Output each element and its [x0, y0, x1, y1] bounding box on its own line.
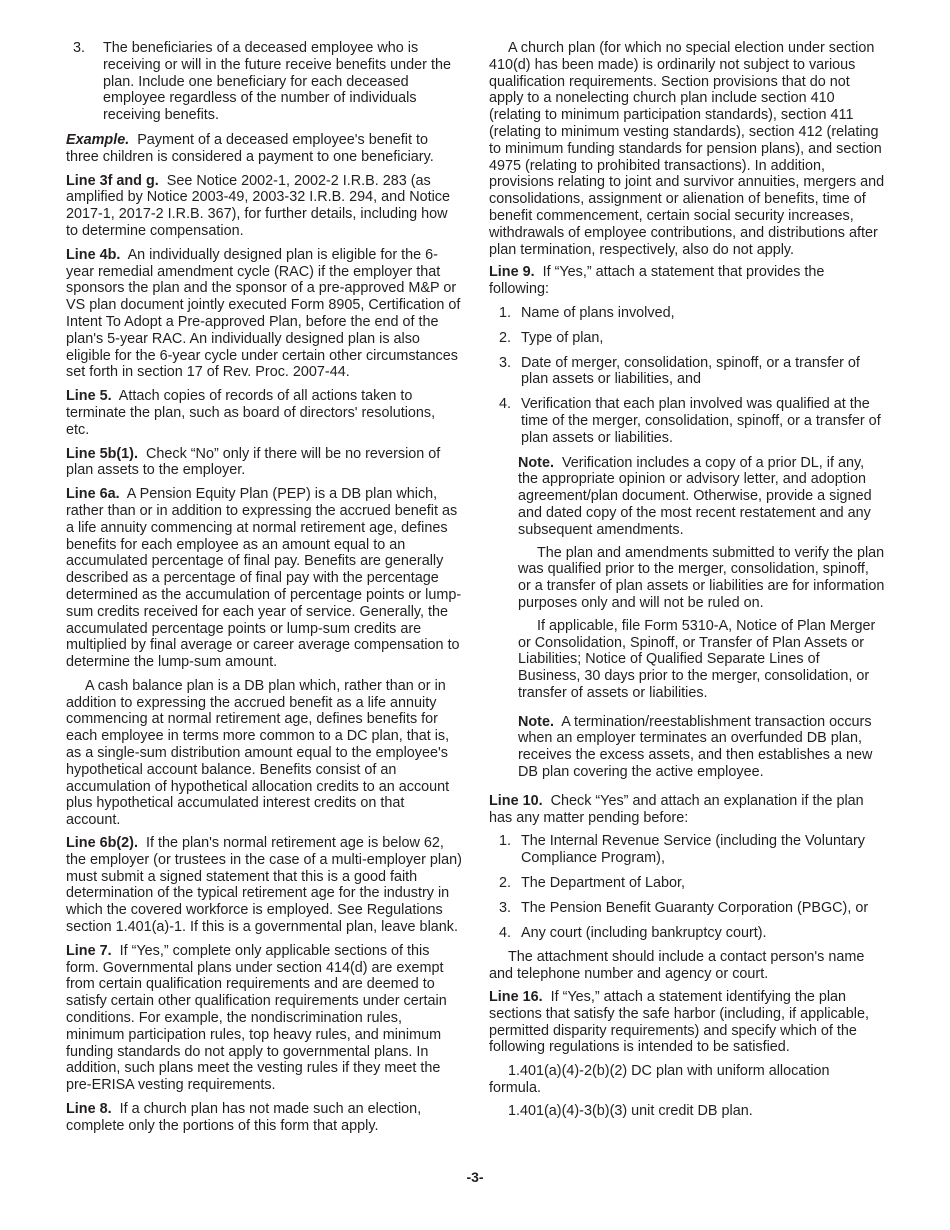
line16-text: If “Yes,” attach a statement identifying the plan sections that satisfy the safe harbor (including, if applicable, permitted disparity requirements) and specify which of the following regulations is intended to be satisfied.	[489, 989, 869, 1056]
line10-text: Check “Yes” and attach an explanation if the plan has any matter pending before:	[489, 792, 864, 826]
line3f-text: See Notice 2002-1, 2002-2 I.R.B. 283 (as amplified by Notice 2003-49, 2003-32 I.R.B. 294, and Notice 2017-1, 2017-2 I.R.B. 367), for further details, including how to determine compensation.	[66, 172, 450, 239]
item-number: 4.	[499, 396, 512, 413]
line8-text: If a church plan has not made such an election, complete only the portions of this form that apply.	[66, 1101, 422, 1134]
note-paragraph-4	[518, 714, 885, 781]
note-paragraph-2: The plan and amendments submitted to verify the plan was qualified prior to the merger, consolidation, spinoff, or a transfer of plan assets or liabilities are for information purposes only and will not be ruled on.	[518, 544, 885, 611]
line5-label: Line 5.	[66, 388, 112, 405]
list-item	[489, 305, 885, 322]
line3f-paragraph	[66, 173, 462, 240]
list-item	[489, 900, 885, 917]
note-text: Verification includes a copy of a prior DL, if any, the appropriate opinion or advisory letter, and adoption agreement/plan document. Otherwise, provide a signed and dated copy of the most recent restatement and any subsequent amendments.	[518, 454, 872, 538]
line5b1-paragraph	[66, 446, 462, 480]
line4b-text: An individually designed plan is eligible for the 6-year remedial amendment cycle (RAC) if the employer that sponsors the plan and the sponsor of a pre-approved M&P or VS plan document jointly executed Form 8905, Certification of Intent To Adopt a Pre-approved Plan, before the end of the plan's 5-year RAC. An individually designed plan is also eligible for the 6-year cycle under certain other circumstances set forth in section 17 of Rev. Proc. 2007-44.	[66, 246, 461, 381]
line16-paragraph	[489, 989, 885, 1056]
line7-label: Line 7.	[66, 942, 112, 959]
list-item	[489, 396, 885, 446]
item-number: 1.	[499, 833, 512, 850]
item-text: The Department of Labor,	[521, 875, 685, 892]
line8-paragraph	[66, 1101, 462, 1135]
line9-paragraph	[489, 264, 885, 298]
line6b2-label: Line 6b(2).	[66, 835, 138, 852]
line6a-paragraph	[66, 486, 462, 671]
example-label: Example.	[66, 131, 130, 148]
line7-paragraph	[66, 943, 462, 1094]
line5b1-label: Line 5b(1).	[66, 445, 138, 462]
line5-text: Attach copies of records of all actions taken to terminate the plan, such as board of directors' resolutions, etc.	[66, 388, 436, 438]
item-number: 3.	[499, 899, 512, 916]
item-text: Any court (including bankruptcy court).	[521, 924, 767, 941]
item-number: 1.	[499, 304, 512, 321]
item-text: Verification that each plan involved was qualified at the time of the merger, consolidation, spinoff, or a transfer of plan assets or liabilities.	[521, 396, 881, 446]
item-text: The Internal Revenue Service (including the Voluntary Compliance Program),	[521, 833, 865, 867]
note-label: Note.	[518, 454, 554, 471]
line10-paragraph	[489, 793, 885, 827]
line9-label: Line 9.	[489, 264, 535, 281]
item-number: 3.	[499, 354, 512, 371]
left-column	[66, 40, 462, 1142]
note-label: Note.	[518, 713, 554, 730]
right-column	[489, 40, 885, 1126]
regulation-1: 1.401(a)(4)-2(b)(2) DC plan with uniform allocation formula.	[489, 1063, 830, 1097]
example-paragraph	[66, 132, 462, 166]
line6a-text: A Pension Equity Plan (PEP) is a DB plan which, rather than or in addition to expressing the accrued benefit as a life annuity commencing at normal retirement age, defines benefits for each employee as an amount equal to an accumulated percentage of final pay. Benefits are generally described as a percentage of final pay with the percentage determined as the accumulation of percentage points or lump-sum credits received for each year of service. Generally, the accumulated percentage points or lump-sum credits are multiplied by final average or career average compensation to determine the lump-sum amount.	[66, 486, 462, 671]
list-item	[66, 40, 462, 124]
line8-label: Line 8.	[66, 1101, 112, 1118]
note-paragraph	[518, 455, 885, 539]
line7-text: If “Yes,” complete only applicable sections of this form. Governmental plans under section 414(d) are exempt from certain qualification requirements and are deemed to satisfy certain other qualification requirements under certain conditions. For example, the nondiscrimination rules, minimum participation rules, top heavy rules, and minimum funding standards do not apply to governmental plans. In addition, such plans meet the vesting rules if they meet the pre-ERISA vesting requirements.	[66, 942, 447, 1094]
line16-label: Line 16.	[489, 989, 543, 1006]
item-text: Name of plans involved,	[521, 304, 675, 321]
item-number: 4.	[499, 924, 512, 941]
line6a-label: Line 6a.	[66, 486, 120, 503]
line5-paragraph	[66, 388, 462, 438]
church-plan-paragraph: A church plan (for which no special election under section 410(d) has been made) is ordinarily not subject to various qualification requirements. Section provisions that do not apply to a nonelecting church plan include section 410 (relating to minimum participation standards), section 411 (relating to minimum vesting standards), section 412 (relating to minimum funding standards for pension plans), and section 4975 (relating to prohibited transactions). In addition, provisions relating to joint and survivor annuities, mergers and consolidations, assignment or alienation of benefits, time of benefit commencement, certain social security increases, withdrawals of employee contributions, and distributions after plan termination, respectively, also do not apply.	[489, 40, 885, 258]
note-paragraph-3: If applicable, file Form 5310-A, Notice of Plan Merger or Consolidation, Spinoff, or Transfer of Plan Assets or Liabilities; Notice of Qualified Separate Lines of Business, 30 days prior to the merger, consolidation, or transfer of assets or liabilities.	[518, 617, 876, 701]
line5b1-text: Check “No” only if there will be no reversion of plan assets to the employer.	[66, 445, 441, 479]
item-text: The Pension Benefit Guaranty Corporation (PBGC), or	[521, 899, 869, 916]
item-number: 3.	[73, 40, 86, 56]
line6b2-text: If the plan's normal retirement age is below 62, the employer (or trustees in the case of a multi-employer plan) must submit a signed statement that this is a good faith determination of the typical retirement age for the industry in which the covered workforce is employed. See Regulations section 1.401(a)-1. If this is a governmental plan, leave blank.	[66, 835, 462, 936]
line4b-label: Line 4b.	[66, 246, 121, 263]
page-number: -3-	[466, 1169, 484, 1185]
item-text: Type of plan,	[521, 329, 604, 346]
line10-label: Line 10.	[489, 792, 543, 809]
line3f-label: Line 3f and g.	[66, 172, 159, 189]
note-block	[518, 455, 885, 781]
regulation-2: 1.401(a)(4)-3(b)(3) unit credit DB plan.	[508, 1102, 753, 1119]
line6b2-paragraph	[66, 835, 462, 936]
list-item	[489, 925, 885, 942]
note-text: A termination/reestablishment transaction occurs when an employer terminates an overfunded DB plan, receives the excess assets, and then establishes a new DB plan covering the active employee.	[518, 713, 873, 781]
item-number: 2.	[499, 329, 512, 346]
item-text: Date of merger, consolidation, spinoff, or a transfer of plan assets or liabilities, and	[521, 354, 860, 388]
line9-text: If “Yes,” attach a statement that provides the following:	[489, 264, 825, 298]
item-text: The beneficiaries of a deceased employee who is receiving or will in the future receive benefits under the plan. Include one beneficiary for each deceased employee regardless of the number of individuals receiving benefits.	[103, 40, 451, 124]
list-item	[489, 833, 885, 867]
list-item	[489, 330, 885, 347]
line4b-paragraph	[66, 247, 462, 381]
item-number: 2.	[499, 875, 512, 892]
list-item	[489, 875, 885, 892]
cash-balance-paragraph: A cash balance plan is a DB plan which, rather than or in addition to expressing the accrued benefit as a life annuity commencing at normal retirement age, defines benefits for each employee in terms more common to a DC plan, that is, as a single-sum distribution amount equal to the employee's hypothetical account balance. Benefits consist of an accumulation of hypothetical allocation credits to an account plus hypothetical accumulated interest credits on that account.	[66, 677, 450, 829]
example-text: Payment of a deceased employee's benefit to three children is considered a payment to one beneficiary.	[66, 131, 434, 165]
attachment-paragraph: The attachment should include a contact person's name and telephone number and agency or court.	[489, 949, 865, 983]
list-item	[489, 355, 885, 389]
